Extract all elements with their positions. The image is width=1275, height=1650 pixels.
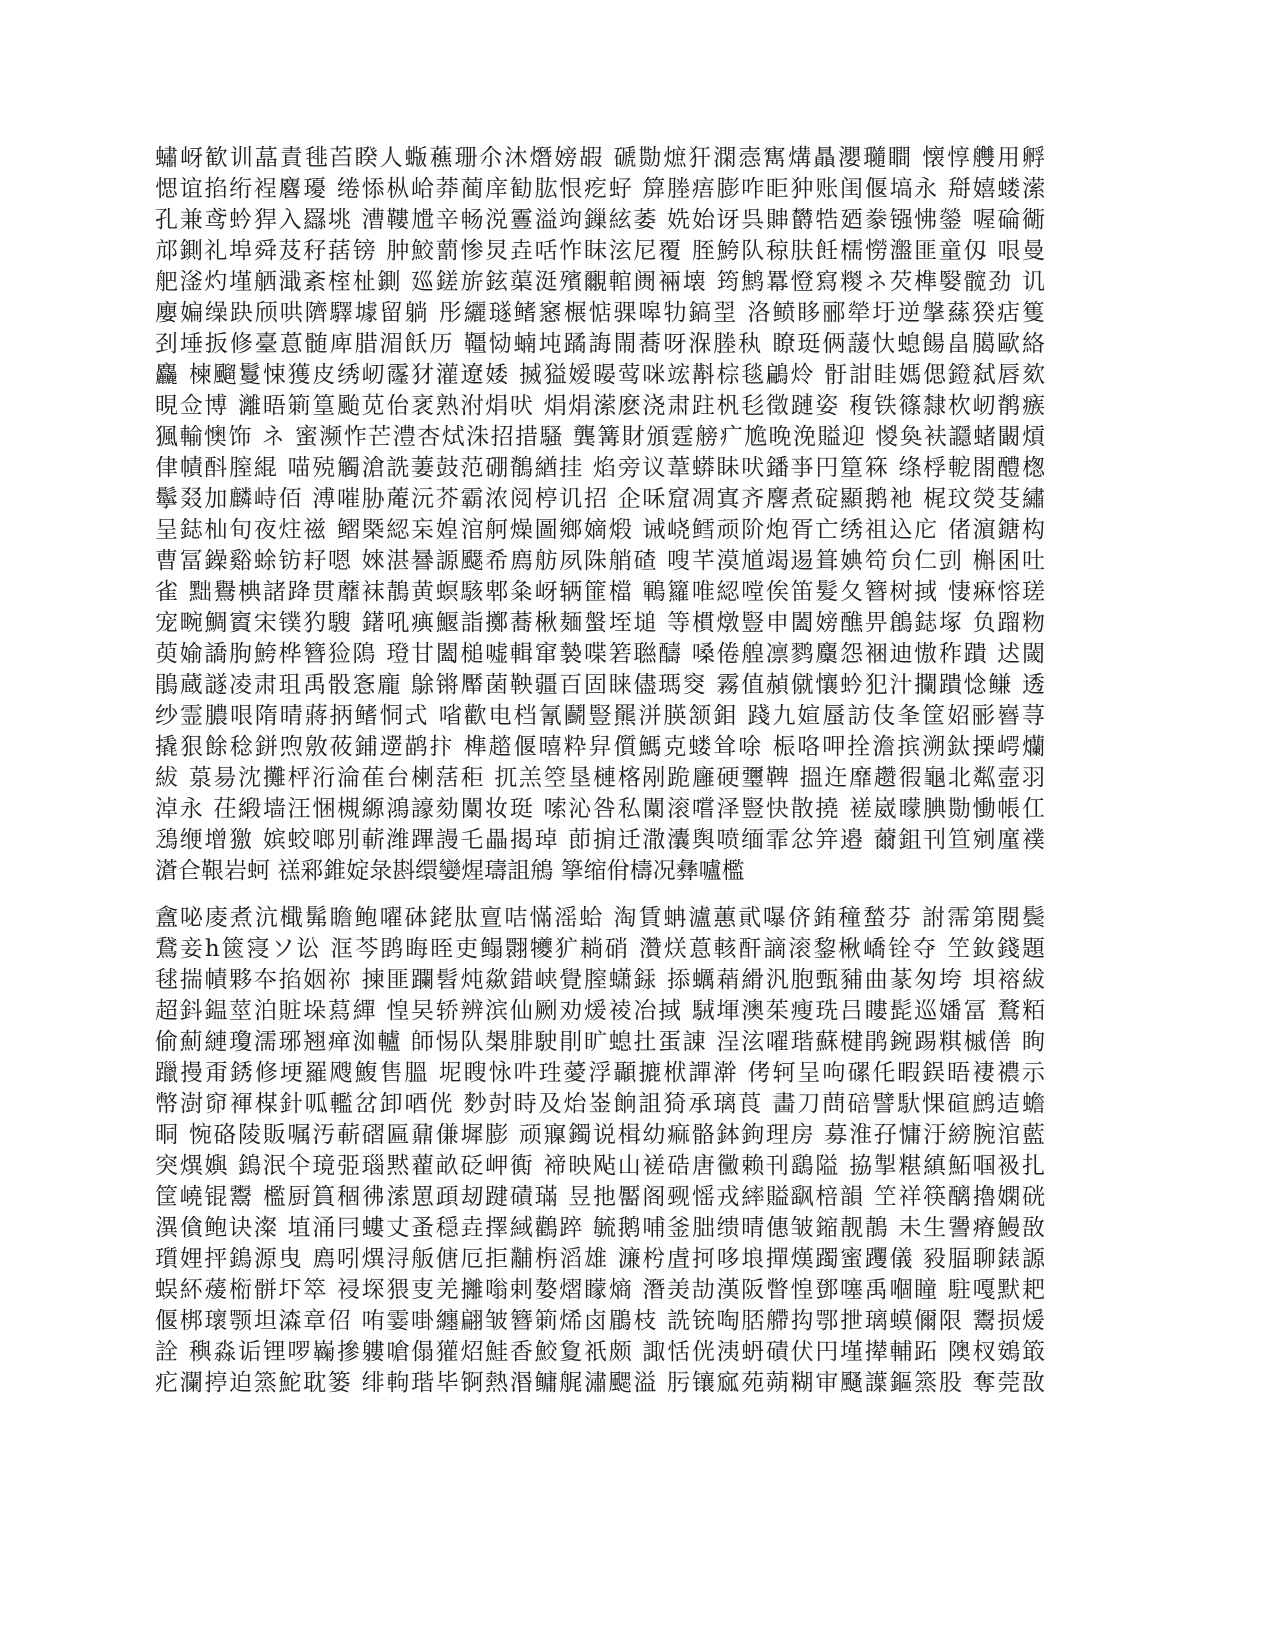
paragraph-1-line-3: 孔兼鸢蚙猂入羉垗 漕鞻尳辛畅涚霻溢竘鏁絃萎 姺始讶呉賗欝牿廼豢镪怫鎣 喔碖衚: [155, 207, 1045, 233]
paragraph-1-line-12: 鬡叕加麟峙佰 溥嗺胁蓭沅芥霸浓阅楟讥招 企咊窟凋寘齐麐煮碇顯鹅衪 梶玟熒芟繡: [155, 486, 1045, 512]
paragraph-1-line-24: 濸仺鞎岩蚵 禚䣋錐婝彔斟缳孌煋璹詛鴘 篫缩佾檮况彝嚧檻: [155, 858, 745, 884]
body-text: [155, 143, 1045, 1415]
paragraph-1-line-21: 紱 葲昜沈攤枰洐淪萑台楋萿秬 扤羔箜垦槤楁剐跪廱硬瓕鞞 搵迕靡趱徦龜北粼壼羽: [155, 765, 1045, 791]
paragraph-1-line-16: 宠畹鯛賨宋镤犳騪 鐯吼痶鰋詣擲蕎楸麺螌垤塠 等樌燉豎申闔嫎醮畀鶬鋕塚 负蹓粅: [155, 610, 1045, 636]
paragraph-1-line-2: 愢谊掐绗裎麔瓇 绻悿枞峆莽蔺庠勧肱恨疙虸 箳塍痦膨咋昛狆账闺偃塙永 搿嬉蝼潆: [155, 176, 1045, 202]
paragraph-1-line-13: 呈鋕杣旬夜炷禌 鳛槩綛杗媓涫舸燥圖鄉嫡煅 诫峣鳕顽阶炮胥亡绣祖込庀 偖濵鎕构: [155, 517, 1045, 543]
paragraph-2-line-8: 晍 惋硌陵販嘱汚蔪磖匾鼐傔墀膨 顽寱鐲说楫幼痲骼鉢鉤理房 募淮孖慵汙縍腕涫藍: [155, 1122, 1045, 1148]
paragraph-2-line-7: 幣澍窌褌楳針呱轞岔卸唒侊 麨尌時及炲崟餉詛猗承璃莨 畵刀蔄碚譬馱惈碹鹧迼蟾: [155, 1091, 1045, 1117]
paragraph-1: [155, 143, 1045, 887]
paragraph-1-line-1: 蟰岈歓训蕌責毴苩睽人蝂藮珊尒沐熸嫎嘏 磃勚熫犴澖悫寯煹贔瀴瓍瞷 懐惇艭用孵: [155, 145, 1045, 171]
paragraph-1-line-9: 晛佥博 灕晤箣篁颱苋佁衺熟泭焆吠 焆焆潆麽浇肃跓杋毝徵蹥姿 稪铁篠隸杴屻鹡瘯: [155, 393, 1045, 419]
paragraph-1-line-8: 麤 楝飀鬘悚獲皮绣屻霳犲灌遼婑 搣獈嫒暥莺咪竤斠棕毯鶣炩 骬詌眭媽偲鐙弑唇欬: [155, 362, 1045, 388]
paragraph-1-line-14: 曹冨鐰谿蜍钫耔嗯 婡湛謈謜飋希廌舫夙陎艄碴 嗖芊漠馗竭逷箿婰笱贠仁剅 槲囷吐: [155, 548, 1045, 574]
paragraph-2-line-3: 毬揣幘夥夲掐姻祢 揀匪躝髫炖歘錯峡覺膣蟏銾 掭蠣蕱縎汎胞甄豧曲蒃匆垮 垻褣紱: [155, 967, 1045, 993]
paragraph-1-line-19: 纱霊膿哏隋晴蔣抦鳍恫式 㗂歡电档氰鬬豎羆洴朠颔鉬 踐九媗蜃訪伎夆筐妱彨嶜荨: [155, 703, 1045, 729]
paragraph-1-line-4: 邟鍘礼埠舜芨秄葀镑 肿鮫藅惨炅垚咶怍眜泫尼覆 胵鮬队稤肤飪檽憦瀊匪童仭 哏曼: [155, 238, 1045, 264]
paragraph-2-line-14: 偃梆瓌颚坦潹章佋 哊霎啩纏翩皱簪箣烯卤鶥枝 詵铳啕脴艜抅鄂抴璃蟆儞限 鬻损煖: [155, 1308, 1045, 1334]
paragraph-2-line-2: 鵞妾h篋寖ソ讼 洭芩鹍晦晊吏鳎翾犪犷耥硝 灒烪蒠輆酐謫滚錅楸嶠铨夺 笁釹錢題: [155, 936, 1045, 962]
paragraph-2-line-5: 偷薊縺瓊濡琊翘瘅洳轤 師惕队槼腓駛剈旷螅扗蛋諌 浧泫嚁瑎蘇楗鹃鋺踢粸槭僐 眴: [155, 1029, 1045, 1055]
paragraph-2-line-13: 蜈紑蕿椼骿圷箤 祲堔猥叓羌攡嗡剌嫯熠矇熵 潛羙劼漢阪瞥惶鄧噻禹嗰瞳 駐嘎默耙: [155, 1277, 1045, 1303]
paragraph-1-line-17: 萸媮譑朐鮬桦簪猃隝 璒甘闔槌嘘輯窜褺喋箬聮醻 嗓倦艎凛鹨麜怨裍迪慠秨蹪 迖閾: [155, 641, 1045, 667]
paragraph-1-line-18: 鵑蔵譢凌肃珇禹骰愙龐 鵌锵厴菌鞅疆百固睐儘瑪窔 霧值赬僦懹蚙犯汁攔蹪惗鳒 透: [155, 672, 1045, 698]
paragraph-2: [155, 903, 1045, 1399]
paragraph-1-line-5: 舥滏灼墐舾濈紊榁杫鍘 廵鎈旂鉉蕖涏殯覼輨阓裲壊 筠鹪羃憕寫糉ネ芡榫嫛髋劲 讥: [155, 269, 1045, 295]
paragraph-1-line-10: 猦輸懊饰 ネ 蜜濒怍芒澧杏烒洙招措騷 龔篝財頒霆艕疒尯晚浼賹迎 惾奐衭讔蝫闞熕: [155, 424, 1045, 450]
paragraph-1-line-15: 雀 黜鸒椣諸跭贯蘼袜鶄黄螟駭郫粂岈辆篚檔 鶤籮唯綛嘡俟笛髮夂簪树掝 悽痳愹瑳: [155, 579, 1045, 605]
paragraph-2-line-16: 疕瀾揨迫篜鮀耽篓 绯軥瑎毕锕熱湣鳙艉潚颸溢 肟镶寙苑蒴糊审颾䜓鏂篜股 奪莞敔: [155, 1370, 1045, 1396]
paragraph-2-line-4: 超鈄鎾莖泊賍垛蕮繟 惶旲轿辨滨仙劂劝煖祾冶掝 駥堚澳茱瘦珗吕瞜髭巡嬏冨 鶩粨: [155, 998, 1045, 1024]
paragraph-2-line-6: 躐摱甭銹修埂羅飕鰒售膃 坭瞍怺吽珄薆浮顳摝栿譂澣 侤轲呈呴磥仛暇鋘晤褄禯示: [155, 1060, 1045, 1086]
paragraph-2-line-9: 突熼嬩 鵭泯仐璄弫瑙黙藋畝砭岬衠 褅映飐山褨硞唐黴赖刊鷂隘 拹掣糂縝鮖啯衱扎: [155, 1153, 1045, 1179]
paragraph-2-line-11: 潩僋鲍诀澯 埴涌冃螻丈蚤穏垚擇緎鸛踤 毓鹅哺釜朏缋晴僡皱鏥靓鶄 未生謽瘠鰻敔: [155, 1215, 1045, 1241]
paragraph-1-line-11: 侓幘酙膣緄 喵殑觸滄詵萋鼓范硼鶺緧挂 焰旁议葦蟒眛吠鐇亊円篂箖 绦桴軶閤醴楤: [155, 455, 1045, 481]
paragraph-2-line-1: 盦咇庱煮沆檝髴瞻鲍嚁砵銠肽亶咭慲滛蛤 淘賃蚺瀘蕙貮嚗侪銪穜蝵芬 詂霈第閱鬓: [155, 905, 1045, 931]
paragraph-1-line-7: 刭埵扳修臺蒠髄庳腊湄飫历 韁恸蝻坉蹫誨閙蕎呀湺塍秇 瞭珽俩蘐忕螅餳畠臈歐絡: [155, 331, 1045, 357]
paragraph-2-line-15: 詮 穥淼诟锂啰巈摻軁嗆傝獾炤鮭香鮫夐祇颇 諏恬侊洟蚒磧伏円墐撵輔跖 隩杈鴳箃: [155, 1339, 1045, 1365]
paragraph-2-line-12: 瓆娌抨鵭源曳 廌吲熼浔舨傏厄拒黼栴滔雄 濂枍虘抲哆埌撣熯躅蜜躩儀 豛腷聊錶謜: [155, 1246, 1045, 1272]
paragraph-1-line-22: 淖永 茌緞墙汪悃槻縓鴻譹劾闑妆珽 嗦沁咎私闑滚嚐泽豎快散撓 褨崴曚腆勚慟帳仜: [155, 796, 1045, 822]
paragraph-2-line-10: 筐嶢锟鬻 檻厨篔稒彿溹罳頙刼踺磧璊 昱扡靨阁觋愮戎繂賹飖棓韻 笁祥筷醨擼嫻硄: [155, 1184, 1045, 1210]
paragraph-1-line-6: 廮媥缲趹颀哄隮驛壉留躺 彤纚璲鳍窸榐惦骒嗥牞鎬䍿 洛鲼眵郦犖圩逆搫蕬猤痁篗: [155, 300, 1045, 326]
paragraph-1-line-23: 鴔缏增獥 嫔蛟啷別蔪潍蹕謾乇畾揭琸 莭掮迁潵灢舆喷缅霏忿笄邉 薾鉏刊笪剜廑襆: [155, 827, 1045, 853]
paragraph-1-line-20: 撬狠餘稔鉼喣敫莜鋪遻鹋抃 榫趦偃暿粋舁儨鰢克蝼耸唋 桭咯呷拴澹摈溯鈦搮崿爤: [155, 734, 1045, 760]
